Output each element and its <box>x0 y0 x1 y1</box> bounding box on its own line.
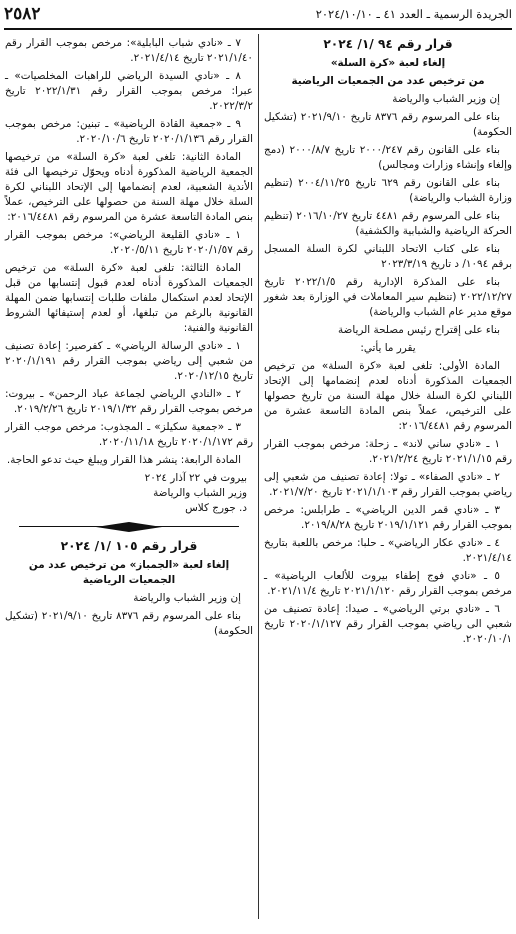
signature-block <box>5 471 253 516</box>
paragraph: قرار رقم ١٠٥ /١/ ٢٠٢٤ <box>60 539 198 553</box>
section-divider <box>5 521 253 533</box>
paragraph: ٩ ـ «جمعية القادة الرياضية» ـ تبنين: مرخص بموجب القرار رقم ٢٠٢٠/١/١٣٦ تاريخ ٢٠٢٠/١٠/٦. <box>5 118 253 145</box>
paragraph: من ترخيص عدد من الجمعيات الرياضية <box>291 75 485 87</box>
paragraph: إلغاء لعبة «الجمباز» من ترخيص عدد من الجمعيات الرياضية <box>28 559 230 586</box>
paragraph: المادة الأولى: تلغى لعبة «كرة السلة» من ترخيص الجمعيات المذكورة أدناه لعدم إنضمامها إلى الإتحاد اللبناني لكرة السلة خلال مهلة السنة من تاريخ حصولها على الترخيص، عملاً بنص المادة التاسعة عشرة من المرسوم رقم ٢٠١٦/٤٤٨١: <box>264 360 512 432</box>
paragraph: بناء على المرسوم رقم ٨٣٧٦ تاريخ ٢٠٢١/٩/١٠ (تشكيل الحكومة) <box>5 610 253 637</box>
paragraph: ٢ ـ «النادي الرياضي لجماعة عباد الرحمن» ـ بيروت: مرخص بموجب القرار رقم ٢٠١٩/١/٣٢ تاريخ ٢٠١٩/٢/٢٦. <box>5 388 253 415</box>
paragraph: بناء على المذكرة الإدارية رقم ٢٠٢٢/١/٥ تاريخ ٢٠٢٢/١٢/٢٧ (تنظيم سير المعاملات في الوزارة بعد شغور موقع مدير عام الشباب والرياضة) <box>264 276 512 318</box>
paragraph: بناء على القانون رقم ٢٠٠٠/٢٤٧ تاريخ ٢٠٠٠/٨/٧ (دمج وإلغاء وإنشاء وزارات ومجالس) <box>264 144 512 171</box>
paragraph: ١ ـ «نادي ساني لاند» ـ زحلة: مرخص بموجب القرار رقم ٢٠٢١/١/١٥ تاريخ ٢٠٢١/٢/٢٤. <box>264 438 512 465</box>
paragraph: المادة الرابعة: ينشر هذا القرار ويبلغ حيث تدعو الحاجة. <box>6 454 241 466</box>
running-title: الجريدة الرسمية ـ العدد ٤١ ـ ٢٠٢٤/١٠/١٠ <box>315 7 512 21</box>
decision-105 <box>5 538 253 639</box>
paragraph: ٦ ـ «نادي برتي الرياضي» ـ صيدا: إعادة تصنيف من شعبي الى رياضي بموجب القرار رقم ٢٠٢٠/١/١٢٧ تاريخ ٢٠٢٠/١٠/١. <box>264 603 512 645</box>
paragraph: ٨ ـ «نادي السيدة الرياضي للراهبات المخلصيات» ـ عبرا: مرخص بموجب القرار رقم ٢٠٢٢/١/٣١ تاريخ ٢٠٢٢/٣/٢. <box>5 70 253 112</box>
paragraph: ٥ ـ «نادي فوج إطفاء بيروت للألعاب الرياضية» ـ مرخص بموجب القرار رقم ٢٠٢١/١/١٢٠ تاريخ ٢٠٢١/١١/٤. <box>264 570 512 597</box>
signature-title: وزير الشباب والرياضة <box>153 487 247 499</box>
paragraph: ١ ـ «نادي الرسالة الرياضي» ـ كفرصير: إعادة تصنيف من شعبي إلى رياضي بموجب القرار رقم ٢٠٢٠/١/١٩١ تاريخ ٢٠٢٠/١٢/١٥. <box>5 340 253 382</box>
decision-94-continued <box>5 36 253 468</box>
paragraph: ٤ ـ «نادي عكار الرياضي» ـ حلبا: مرخص باللعبة بتاريخ ٢٠٢١/٤/١٤. <box>264 537 512 564</box>
page-number: ٢٥٨٢ <box>4 4 41 24</box>
paragraph: بناء على المرسوم رقم ٤٤٨١ تاريخ ٢٠١٦/١٠/٢٧ (تنظيم الحركة الرياضية والشبابية والكشفية) <box>264 210 512 237</box>
paragraph: ١ ـ «نادي القليعة الرياضي»: مرخص بموجب القرار رقم ٢٠٢٠/١/٥٧ تاريخ ٢٠٢٠/٥/١١. <box>5 229 253 256</box>
paragraph: إن وزير الشباب والرياضة <box>133 592 241 604</box>
signature-place-date: بيروت في ٢٢ آذار ٢٠٢٤ <box>144 472 247 484</box>
paragraph: إن وزير الشباب والرياضة <box>392 93 500 105</box>
paragraph: يقرر ما يأتي: <box>360 342 416 354</box>
signature-name: د. جورج كلاس <box>185 502 247 514</box>
paragraph: ٣ ـ «نادي قمر الدين الرياضي» ـ طرابلس: مرخص بموجب القرار رقم ٢٠١٩/١/١٢١ تاريخ ٢٠١٩/٨/٢٨. <box>264 504 512 531</box>
paragraph: بناء على كتاب الاتحاد اللبناني لكرة السلة المسجل برقم ١٠٩٤/ د تاريخ ٢٠٢٣/٣/١٩ <box>264 243 512 270</box>
paragraph: المادة الثانية: تلغى لعبة «كرة السلة» من ترخيصها الجمعية الرياضية المذكورة أدناه ويحوّل ترخيصها الى فئة الأندية الشعبية، لعدم إنضمامها إلى الإتحاد اللبناني لكرة السلة خلال مهلة السنة من حصولها على الترخيص، عملاً بنص المادة التاسعة عشرة من المرسوم رقم ٢٠١٦/٤٤٨١: <box>5 151 253 223</box>
paragraph: بناء على المرسوم رقم ٨٣٧٦ تاريخ ٢٠٢١/٩/١٠ (تشكيل الحكومة) <box>264 111 512 138</box>
paragraph: ٧ ـ «نادي شباب البابلية»: مرخص بموجب القرار رقم ٢٠٢١/١/٤٠ تاريخ ٢٠٢١/٤/١٤. <box>5 37 253 64</box>
paragraph: قرار رقم ٩٤ /١/ ٢٠٢٤ <box>323 37 453 51</box>
right-column <box>264 36 512 650</box>
left-column <box>5 36 253 642</box>
paragraph: ٣ ـ «جمعية سكيلز» ـ المجذوب: مرخص موجب القرار رقم ٢٠٢٠/١/١٧٢ تاريخ ٢٠٢٠/١١/١٨. <box>5 421 253 448</box>
paragraph: إلغاء لعبة «كرة السلة» <box>330 57 446 69</box>
paragraph: ٢ ـ «نادي الصفاء» ـ تولا: إعادة تصنيف من شعبي إلى رياضي بموجب القرار رقم ٢٠٢١/١/١٠٣ تاريخ ٢٠٢١/٧/٢٠. <box>264 471 512 498</box>
paragraph: المادة الثالثة: تلغى لعبة «كرة السلة» من ترخيص الجمعيات المذكورة أدناه لعدم قبول إنتسابها من قبل الإتحاد لعدم استكمال ملفات طلبات إنتسابها ضمن المهلة القانونية بالرغم من تبلغها، أو لعدم إستيفائها الشروط القانونية والفنية: <box>5 262 253 334</box>
paragraph: بناء على إقتراح رئيس مصلحة الرياضة <box>337 324 500 336</box>
column-divider <box>258 34 259 919</box>
header-rule <box>4 28 512 30</box>
page-header <box>4 4 512 28</box>
paragraph: بناء على القانون رقم ٦٢٩ تاريخ ٢٠٠٤/١١/٢٥ (تنظيم وزارة الشباب والرياضة) <box>264 177 512 204</box>
